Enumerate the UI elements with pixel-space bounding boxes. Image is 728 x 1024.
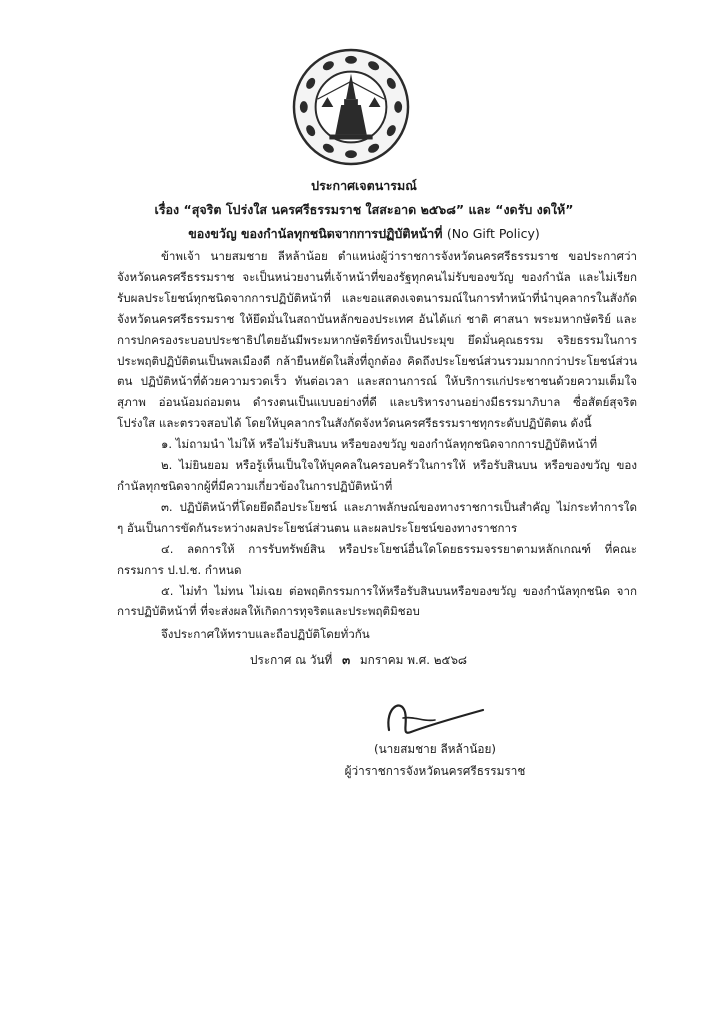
signer-position: ผู้ว่าราชการจังหวัดนครศรีธรรมราช (344, 764, 526, 778)
announcement-title: ประกาศเจตนารมณ์ (311, 178, 417, 193)
intro-paragraph: ข้าพเจ้า นายสมชาย ลีหล้าน้อย ตำแหน่งผู้ว่าราชการจังหวัดนครศรีธรรมราช ขอประกาศว่า จังหวัดนครศรีธรรมราช จะเป็นหน่วยงานที่เจ้าหน้าที่ของรัฐทุกคนไม่รับของขวัญ ของกำนัล และไม่เรียกรับผลประโยชน์ทุกชนิดจากการปฏิบัติหน้าที่ และขอแสดงเจตนารมณ์ในการทำหน้าที่นำบุคลากรในสังกัดจังหวัดนครศรีธรรมราช ให้ยึดมั่นในสถาบันหลักของประเทศ อันได้แก่ ชาติ ศาสนา พระมหากษัตริย์ และการปกครองระบอบประชาธิปไตยอันมีพระมหากษัตริย์ทรงเป็นประมุข ยึดมั่นคุณธรรม จริยธรรมในการประพฤติปฏิบัติตนเป็นพลเมืองดี กล้ายืนหยัดในสิ่งที่ถูกต้อง คิดถึงประโยชน์ส่วนรวมมากกว่าประโยชน์ส่วนตน ปฏิบัติหน้าที่ด้วยความรวดเร็ว ทันต่อเวลา และสถานการณ์ ให้บริการแก่ประชาชนด้วยความเต็มใจ สุภาพ อ่อนน้อมถ่อมตน ดำรงตนเป็นแบบอย่างที่ดี และบริหารงานอย่างมีธรรมาภิบาล ซื่อสัตย์สุจริต โปร่งใส และตรวจสอบได้ โดยให้บุคลากรในสังกัดจังหวัดนครศรีธรรมราชทุกระดับปฏิบัติตน ดังนี้ (117, 249, 637, 431)
announcement-date (250, 651, 467, 670)
subject-line-2-english: (No Gift Policy) (446, 226, 540, 241)
announcement-subject-line-2 (0, 222, 728, 246)
handwritten-signature (375, 690, 495, 745)
signer-name: (นายสมชาย ลีหล้าน้อย) (374, 742, 496, 756)
list-item: ๑. ไม่ถามนำ ไม่ให้ หรือไม่รับสินบน หรือของขวัญ ของกำนัลทุกชนิดจากการปฏิบัติหน้าที่ (161, 437, 598, 452)
announcement-subject-line-1: เรื่อง “สุจริต โปร่งใส นครศรีธรรมราช ใสสะอาด ๒๕๖๘” และ “งดรับ งดให้” (154, 202, 574, 217)
date-year: พ.ศ. ๒๕๖๘ (407, 653, 468, 667)
subject-line-2-thai: ของขวัญ ของกำนัลทุกชนิดจากการปฏิบัติหน้าที่ (188, 226, 443, 241)
signer-block (340, 738, 530, 782)
list-item: ๓. ปฏิบัติหน้าที่โดยยึดถือประโยชน์ และภาพลักษณ์ของทางราชการเป็นสำคัญ ไม่กระทำการใด ๆ อันเป็นการขัดกันระหว่างผลประโยชน์ส่วนตน และผลประโยชน์ของทางราชการ (117, 499, 637, 535)
announcement-header (0, 174, 728, 246)
announcement-body (117, 246, 637, 645)
date-month: มกราคม (359, 653, 404, 667)
dotted-divider (300, 231, 428, 232)
date-prefix: ประกาศ ณ วันที่ (250, 653, 333, 667)
list-item: ๔. ลดการให้ การรับทรัพย์สิน หรือประโยชน์อื่นใดโดยธรรมจรรยาตามหลักเกณฑ์ ที่คณะกรรมการ ป.ป.ช. กำหนด (117, 541, 637, 577)
list-item: ๕. ไม่ทำ ไม่ทน ไม่เฉย ต่อพฤติกรรมการให้หรือรับสินบนหรือของขวัญ ของกำนัลทุกชนิด จากการปฏิบัติหน้าที่ ที่จะส่งผลให้เกิดการทุจริตและประพฤติมิชอบ (117, 583, 637, 619)
provincial-seal-icon (292, 48, 410, 166)
closing-statement: จึงประกาศให้ทราบและถือปฏิบัติโดยทั่วกัน (161, 627, 370, 642)
date-day: ๓ (342, 653, 351, 667)
list-item: ๒. ไม่ยินยอม หรือรู้เห็นเป็นใจให้บุคคลในครอบครัวในการให้ หรือรับสินบน หรือของขวัญ ของกำนัลทุกชนิดจากผู้ที่มีความเกี่ยวข้องในการปฏิบัติหน้าที่ (117, 458, 637, 493)
